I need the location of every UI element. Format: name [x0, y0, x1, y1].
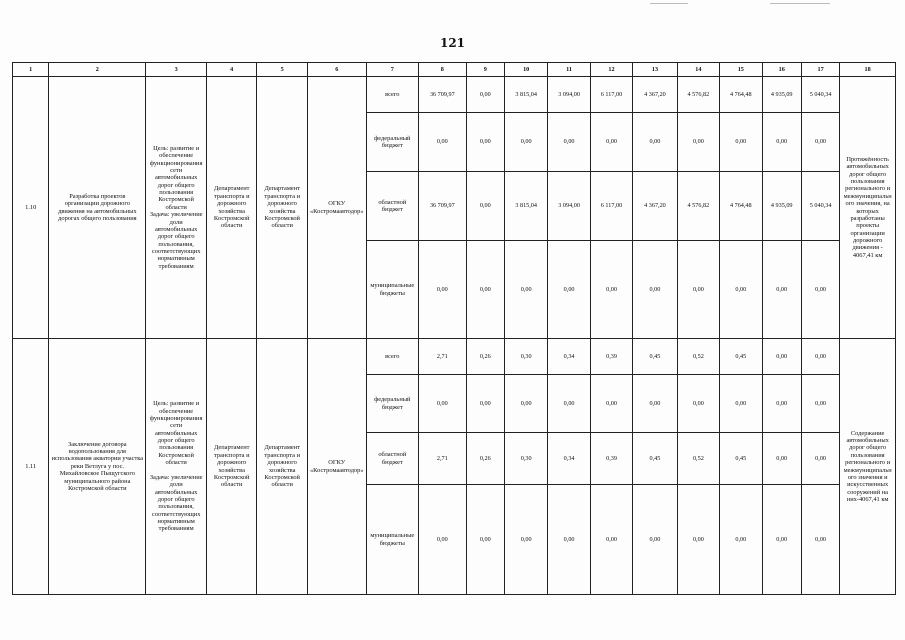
column-number: 14: [677, 63, 719, 77]
funding-value: 3 815,04: [504, 77, 547, 113]
funding-value: 0,39: [590, 433, 632, 485]
funding-value: 0,00: [504, 241, 547, 339]
column-number: 9: [466, 63, 504, 77]
item-number: 1.11: [13, 339, 49, 595]
funding-value: 0,00: [677, 113, 719, 172]
goal-and-task: [146, 339, 207, 595]
table-row: [13, 339, 896, 375]
funding-value: 0,00: [419, 375, 466, 433]
funding-value: 0,00: [590, 375, 632, 433]
funding-value: 0,52: [677, 433, 719, 485]
funding-value: 0,00: [633, 485, 677, 595]
scan-artifact: [650, 3, 688, 4]
goal-text: Цель: развитие и обеспечение функционирования сети автомобильных дорог общего пользования Костромской области Задача: увеличение доли автомобильных дорог общего пользования, соответствующих нормативным требованиям: [149, 400, 203, 533]
goal-and-task: [146, 77, 207, 339]
column-number: 1: [13, 63, 49, 77]
funding-value: 0,00: [466, 113, 504, 172]
expected-result: Содержание автомобильных дорог общего пользования регионального и межмуниципального значения и искусственных сооружений на них-4067,41 км: [840, 339, 896, 595]
funding-value: 0,00: [633, 113, 677, 172]
funding-source: муниципальные бюджеты: [366, 485, 419, 595]
funding-value: 0,00: [801, 241, 839, 339]
column-number: 6: [307, 63, 366, 77]
funding-value: 0,00: [419, 113, 466, 172]
funding-value: 0,00: [504, 485, 547, 595]
funding-value: 0,00: [590, 113, 632, 172]
funding-value: 0,00: [548, 113, 590, 172]
funding-value: 5 040,34: [801, 77, 839, 113]
column-number: 18: [840, 63, 896, 77]
funding-source: всего: [366, 339, 419, 375]
table-row: [13, 77, 896, 113]
funding-value: 0,00: [504, 113, 547, 172]
funding-value: 0,00: [720, 241, 762, 339]
funding-value: 0,00: [633, 375, 677, 433]
item-number: 1.10: [13, 77, 49, 339]
funding-value: 0,00: [590, 241, 632, 339]
funding-value: 0,00: [801, 433, 839, 485]
column-number: 17: [801, 63, 839, 77]
executor: Департамент транспорта и дорожного хозяйства Костромской области: [257, 339, 308, 595]
funding-value: 0,00: [548, 375, 590, 433]
column-number: 5: [257, 63, 308, 77]
funding-value: 4 576,82: [677, 77, 719, 113]
funding-value: 0,00: [762, 113, 801, 172]
activity-name: Заключение договора водопользования для использования акватории участка реки Ветлуга у пос. Михайловское Пыщугского муниципального района Костромской области: [49, 339, 146, 595]
coordinator: Департамент транспорта и дорожного хозяйства Костромской области: [206, 339, 257, 595]
funding-value: 0,00: [466, 77, 504, 113]
funding-value: 0,00: [466, 241, 504, 339]
funding-value: 0,45: [633, 433, 677, 485]
funding-value: 0,00: [677, 241, 719, 339]
funding-value: 4 764,48: [720, 172, 762, 241]
funding-value: 0,00: [504, 375, 547, 433]
participant: ОГКУ «Костромаавтодор»: [307, 339, 366, 595]
funding-value: 4 576,82: [677, 172, 719, 241]
funding-value: 0,00: [720, 485, 762, 595]
page-number: 121: [439, 36, 466, 50]
funding-source: муниципальные бюджеты: [366, 241, 419, 339]
column-number: 2: [49, 63, 146, 77]
funding-value: 0,00: [801, 339, 839, 375]
funding-value: 6 117,00: [590, 77, 632, 113]
funding-value: 4 367,20: [633, 77, 677, 113]
funding-value: 0,00: [466, 375, 504, 433]
funding-value: 0,00: [762, 485, 801, 595]
column-number: 8: [419, 63, 466, 77]
funding-value: 4 935,09: [762, 77, 801, 113]
column-number: 3: [146, 63, 207, 77]
funding-value: 0,00: [419, 241, 466, 339]
activity-name: Разработка проектов организации дорожного движения на автомобильных дорогах общего пользования: [49, 77, 146, 339]
funding-value: 3 815,04: [504, 172, 547, 241]
goal-text: Цель: развитие и обеспечение функционирования сети автомобильных дорог общего пользования Костромской области Задача: увеличение доли автомобильных дорог общего пользования, соответствующих нормативным требованиям: [149, 144, 203, 270]
column-number: 12: [590, 63, 632, 77]
funding-value: 3 094,00: [548, 77, 590, 113]
funding-value: 0,52: [677, 339, 719, 375]
funding-value: 0,34: [548, 433, 590, 485]
funding-value: 0,00: [466, 172, 504, 241]
funding-value: 0,39: [590, 339, 632, 375]
column-number-row: [13, 63, 896, 77]
funding-value: 4 935,09: [762, 172, 801, 241]
expected-result: Протяжённость автомобильных дорог общего пользования регионального и межмуниципального значения, на которых разработаны проекты организации дорожного движения - 4067,41 км: [840, 77, 896, 339]
funding-value: 0,26: [466, 433, 504, 485]
funding-value: 0,45: [633, 339, 677, 375]
participant: ОГКУ «Костромаавтодор»: [307, 77, 366, 339]
funding-value: 0,00: [677, 485, 719, 595]
funding-value: 0,00: [762, 375, 801, 433]
funding-value: 0,00: [548, 485, 590, 595]
funding-source: федеральный бюджет: [366, 375, 419, 433]
funding-value: 0,30: [504, 339, 547, 375]
funding-value: 4 764,48: [720, 77, 762, 113]
funding-value: 0,00: [720, 113, 762, 172]
funding-source: федеральный бюджет: [366, 113, 419, 172]
funding-value: 2,71: [419, 339, 466, 375]
column-number: 15: [720, 63, 762, 77]
funding-value: 0,00: [762, 433, 801, 485]
column-number: 10: [504, 63, 547, 77]
column-number: 4: [206, 63, 257, 77]
funding-value: 0,00: [677, 375, 719, 433]
funding-value: 0,00: [801, 375, 839, 433]
column-number: 11: [548, 63, 590, 77]
scan-artifact: [770, 3, 830, 4]
funding-value: 4 367,20: [633, 172, 677, 241]
funding-value: 0,00: [762, 339, 801, 375]
funding-source: областной бюджет: [366, 433, 419, 485]
coordinator: Департамент транспорта и дорожного хозяйства Костромской области: [206, 77, 257, 339]
funding-value: 0,00: [633, 241, 677, 339]
funding-value: 0,34: [548, 339, 590, 375]
funding-value: 0,45: [720, 339, 762, 375]
funding-value: 0,00: [801, 485, 839, 595]
funding-value: 3 094,00: [548, 172, 590, 241]
funding-value: 0,00: [548, 241, 590, 339]
funding-value: 0,00: [720, 375, 762, 433]
funding-value: 0,00: [590, 485, 632, 595]
column-number: 7: [366, 63, 419, 77]
funding-value: 5 040,34: [801, 172, 839, 241]
funding-value: 0,00: [801, 113, 839, 172]
funding-value: 36 709,97: [419, 77, 466, 113]
column-number: 16: [762, 63, 801, 77]
column-number: 13: [633, 63, 677, 77]
funding-value: 6 117,00: [590, 172, 632, 241]
funding-source: областной бюджет: [366, 172, 419, 241]
funding-value: 0,30: [504, 433, 547, 485]
funding-value: 0,00: [466, 485, 504, 595]
funding-value: 0,00: [419, 485, 466, 595]
funding-value: 0,45: [720, 433, 762, 485]
funding-value: 0,00: [762, 241, 801, 339]
funding-value: 2,71: [419, 433, 466, 485]
executor: Департамент транспорта и дорожного хозяйства Костромской области: [257, 77, 308, 339]
funding-value: 36 709,97: [419, 172, 466, 241]
funding-value: 0,26: [466, 339, 504, 375]
funding-source: всего: [366, 77, 419, 113]
program-activities-table: [12, 62, 896, 595]
